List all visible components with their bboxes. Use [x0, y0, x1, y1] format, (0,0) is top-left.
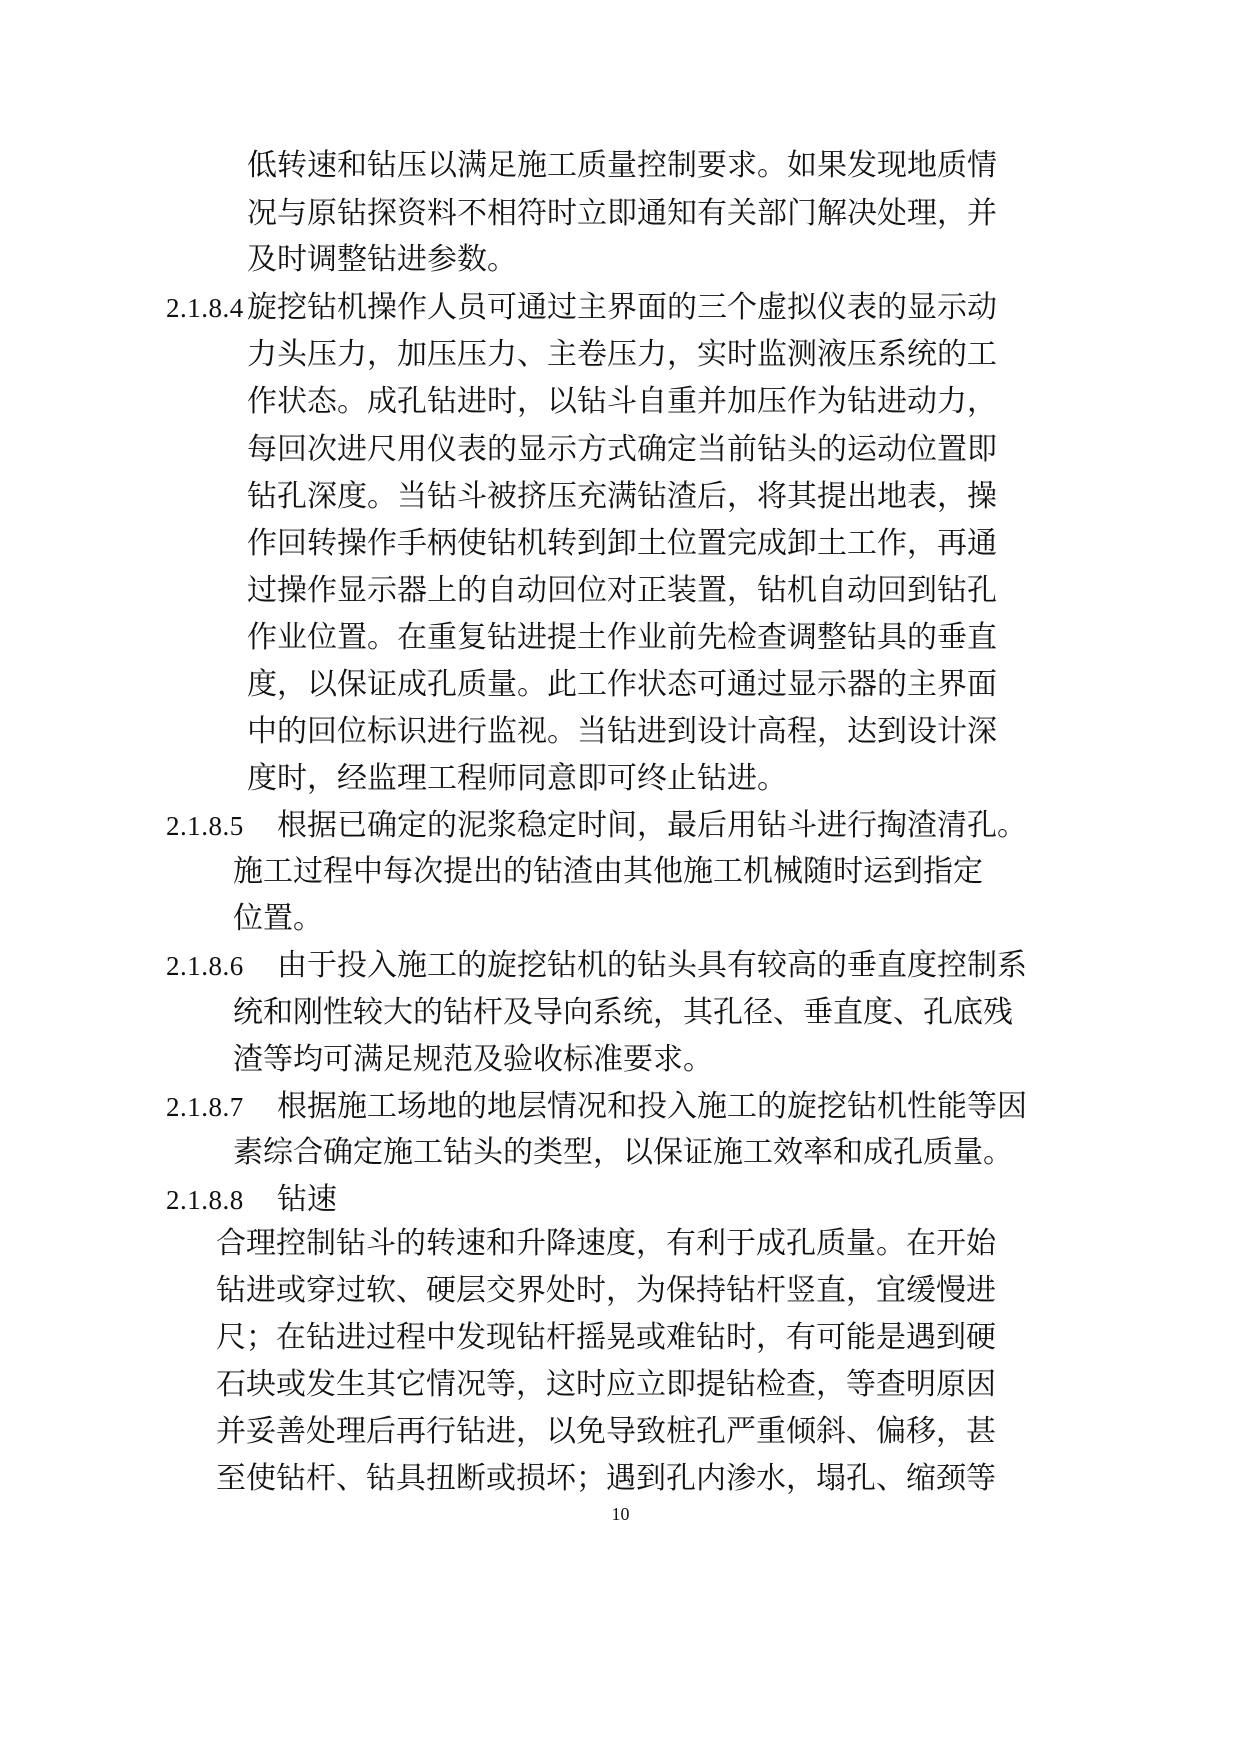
- paragraph-line: 过操作显示器上的自动回位对正装置，钻机自动回到钻孔: [247, 573, 997, 608]
- paragraph-line: 并妥善处理后再行钻进，以免导致桩孔严重倾斜、偏移，甚: [216, 1414, 996, 1449]
- section-number: 2.1.8.6: [166, 951, 244, 981]
- paragraph-line: 根据施工场地的地层情况和投入施工的旋挖钻机性能等因: [277, 1089, 1027, 1124]
- paragraph-line: 钻进或穿过软、硬层交界处时，为保持钻杆竖直，宜缓慢进: [216, 1273, 996, 1308]
- paragraph-line: 至使钻杆、钻具扭断或损坏；遇到孔内渗水，塌孔、缩颈等: [216, 1461, 996, 1496]
- paragraph-line: 根据已确定的泥浆稳定时间，最后用钻斗进行掏渣清孔。: [277, 808, 1027, 843]
- paragraph-line: 度，以保证成孔质量。此工作状态可通过显示器的主界面: [247, 667, 997, 702]
- paragraph-line: 合理控制钻斗的转速和升降速度，有利于成孔质量。在开始: [216, 1226, 996, 1261]
- paragraph-line: 作状态。成孔钻进时，以钻斗自重并加压作为钻进动力，: [247, 384, 997, 419]
- paragraph-line: 旋挖钻机操作人员可通过主界面的三个虚拟仪表的显示动: [247, 290, 997, 325]
- paragraph-line: 由于投入施工的旋挖钻机的钻头具有较高的垂直度控制系: [277, 948, 1027, 983]
- section-heading: 钻速: [277, 1182, 337, 1217]
- paragraph-line: 素综合确定施工钻头的类型，以保证施工效率和成孔质量。: [233, 1135, 1013, 1170]
- paragraph-line: 况与原钻探资料不相符时立即通知有关部门解决处理，并: [247, 196, 997, 231]
- paragraph-line: 统和刚性较大的钻杆及导向系统，其孔径、垂直度、孔底残: [233, 995, 1013, 1030]
- paragraph-line: 作业位置。在重复钻进提土作业前先检查调整钻具的垂直: [247, 620, 997, 655]
- paragraph-line: 每回次进尺用仪表的显示方式确定当前钻头的运动位置即: [247, 432, 997, 467]
- paragraph-line: 中的回位标识进行监视。当钻进到设计高程，达到设计深: [247, 714, 997, 749]
- paragraph-line: 尺；在钻进过程中发现钻杆摇晃或难钻时，有可能是遇到硬: [216, 1320, 996, 1355]
- section-number: 2.1.8.8: [166, 1185, 244, 1215]
- paragraph-line: 作回转操作手柄使钻机转到卸土位置完成卸土工作，再通: [247, 526, 997, 561]
- paragraph-line: 低转速和钻压以满足施工质量控制要求。如果发现地质情: [247, 148, 997, 183]
- paragraph-line: 钻孔深度。当钻斗被挤压充满钻渣后，将其提出地表，操: [247, 479, 997, 514]
- paragraph-line: 渣等均可满足规范及验收标准要求。: [233, 1042, 713, 1077]
- paragraph-line: 施工过程中每次提出的钻渣由其他施工机械随时运到指定: [233, 854, 983, 889]
- paragraph-line: 度时，经监理工程师同意即可终止钻进。: [247, 761, 787, 796]
- paragraph-line: 位置。: [233, 901, 323, 936]
- section-number: 2.1.8.5: [166, 811, 244, 841]
- paragraph-line: 石块或发生其它情况等，这时应立即提钻检查，等查明原因: [216, 1367, 996, 1402]
- section-number: 2.1.8.4: [166, 293, 244, 323]
- paragraph-line: 及时调整钻进参数。: [247, 242, 517, 277]
- section-number: 2.1.8.7: [166, 1092, 244, 1122]
- paragraph-line: 力头压力，加压压力、主卷压力，实时监测液压系统的工: [247, 337, 997, 372]
- page-number: 10: [611, 1504, 630, 1524]
